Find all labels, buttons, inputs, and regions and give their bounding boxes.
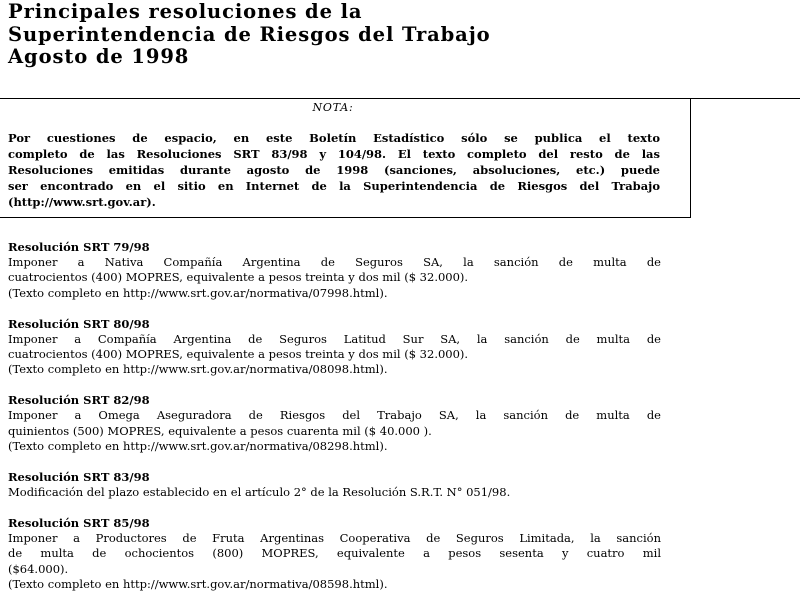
resolution-heading: Resolución SRT 79/98 bbox=[8, 240, 150, 254]
resolution-text: ($64.000). bbox=[8, 562, 69, 576]
resolution-heading: Resolución SRT 82/98 bbox=[8, 393, 150, 407]
resolution-text: cuatrocientos (400) MOPRES, equivalente a pesos treinta y dos mil ($ 32.000). bbox=[8, 347, 469, 361]
nota-line: completo de las Resoluciones SRT 83/98 y 104/98. El texto completo del resto de las bbox=[8, 147, 660, 161]
resolution-link-text: (Texto completo en http://www.srt.gov.ar/normativa/07998.html). bbox=[8, 286, 388, 300]
title-line-1: Principales resoluciones de la bbox=[8, 0, 363, 23]
nota-line: Resoluciones emitidas durante agosto de 1998 (sanciones, absoluciones, etc.) puede bbox=[8, 163, 660, 177]
title-line-2: Superintendencia de Riesgos del Trabajo bbox=[8, 22, 491, 46]
resolution-text: Imponer a Omega Aseguradora de Riesgos del Trabajo SA, la sanción de multa de bbox=[8, 408, 661, 422]
resolution-link-text: (Texto completo en http://www.srt.gov.ar/normativa/08298.html). bbox=[8, 439, 388, 453]
resolution-text: Imponer a Productores de Fruta Argentinas Cooperativa de Seguros Limitada, la sanción bbox=[8, 531, 661, 545]
resolution-text: Modificación del plazo establecido en el artículo 2° de la Resolución S.R.T. N° 051/98. bbox=[8, 485, 511, 499]
resolution-text: quinientos (500) MOPRES, equivalente a pesos cuarenta mil ($ 40.000 ). bbox=[8, 424, 432, 438]
resolution-text: Imponer a Compañía Argentina de Seguros Latitud Sur SA, la sanción de multa de bbox=[8, 332, 661, 346]
resolution-heading: Resolución SRT 85/98 bbox=[8, 516, 150, 530]
nota-line: ser encontrado en el sitio en Internet de la Superintendencia de Riesgos del Trabajo bbox=[8, 179, 660, 193]
nota-line: (http://www.srt.gov.ar). bbox=[8, 195, 156, 209]
resolution-heading: Resolución SRT 80/98 bbox=[8, 317, 150, 331]
resolution-heading: Resolución SRT 83/98 bbox=[8, 470, 150, 484]
resolution-text: cuatrocientos (400) MOPRES, equivalente a pesos treinta y dos mil ($ 32.000). bbox=[8, 270, 469, 284]
resolution-link-text: (Texto completo en http://www.srt.gov.ar/normativa/08598.html). bbox=[8, 577, 388, 591]
nota-line: Por cuestiones de espacio, en este Boletín Estadístico sólo se publica el texto bbox=[8, 131, 660, 145]
nota-heading: NOTA: bbox=[312, 101, 354, 114]
document-title bbox=[8, 1, 608, 69]
resolution-text: Imponer a Nativa Compañía Argentina de Seguros SA, la sanción de multa de bbox=[8, 255, 661, 269]
title-line-3: Agosto de 1998 bbox=[8, 45, 190, 68]
nota-box bbox=[0, 98, 691, 218]
resolution-text: de multa de ochocientos (800) MOPRES, equivalente a pesos sesenta y cuatro mil bbox=[8, 546, 661, 560]
resolution-link-text: (Texto completo en http://www.srt.gov.ar/normativa/08098.html). bbox=[8, 362, 388, 376]
